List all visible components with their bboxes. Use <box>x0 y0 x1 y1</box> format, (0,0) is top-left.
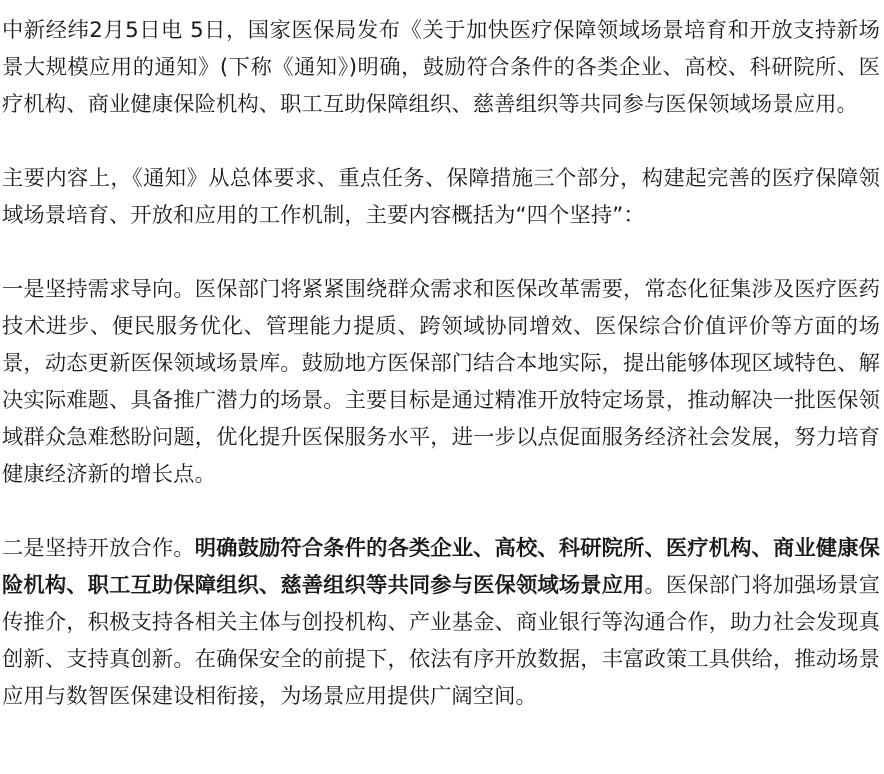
paragraph-4 <box>2 530 880 715</box>
article-body <box>2 0 880 774</box>
paragraph-4-bold-highlight: 明确鼓励符合条件的各类企业、高校、科研院所、医疗机构、商业健康保险机构、职工互助保障组织、慈善组织等共同参与医保领域场景应用 <box>2 536 880 598</box>
paragraph-4-lead: 二是坚持开放合作。 <box>2 536 195 561</box>
paragraph-3: 一是坚持需求导向。医保部门将紧紧围绕群众需求和医保改革需要，常态化征集涉及医疗医药技术进步、便民服务优化、管理能力提质、跨领域协同增效、医保综合价值评价等方面的场景，动态更新医保领域场景库。鼓励地方医保部门结合本地实际，提出能够体现区域特色、解决实际难题、具备推广潜力的场景。主要目标是通过精准开放特定场景，推动解决一批医保领域群众急难愁盼问题，优化提升医保服务水平，进一步以点促面服务经济社会发展，努力培育健康经济新的增长点。 <box>2 277 880 487</box>
paragraph-1: 中新经纬2月5日电 5日，国家医保局发布《关于加快医疗保障领域场景培育和开放支持新场景大规模应用的通知》(下称《通知》)明确，鼓励符合条件的各类企业、高校、科研院所、医疗机构、商业健康保险机构、职工互助保障组织、慈善组织等共同参与医保领域场景应用。 <box>2 18 880 117</box>
paragraph-2: 主要内容上，《通知》从总体要求、重点任务、保障措施三个部分，构建起完善的医疗保障领域场景培育、开放和应用的工作机制，主要内容概括为“四个坚持”： <box>2 166 880 228</box>
paragraph-4-rest: 。医保部门将加强场景宣传推介，积极支持各相关主体与创投机构、产业基金、商业银行等沟通合作，助力社会发现真创新、支持真创新。在确保安全的前提下，依法有序开放数据，丰富政策工具供给，推动场景应用与数智医保建设相衔接，为场景应用提供广阔空间。 <box>2 573 880 709</box>
